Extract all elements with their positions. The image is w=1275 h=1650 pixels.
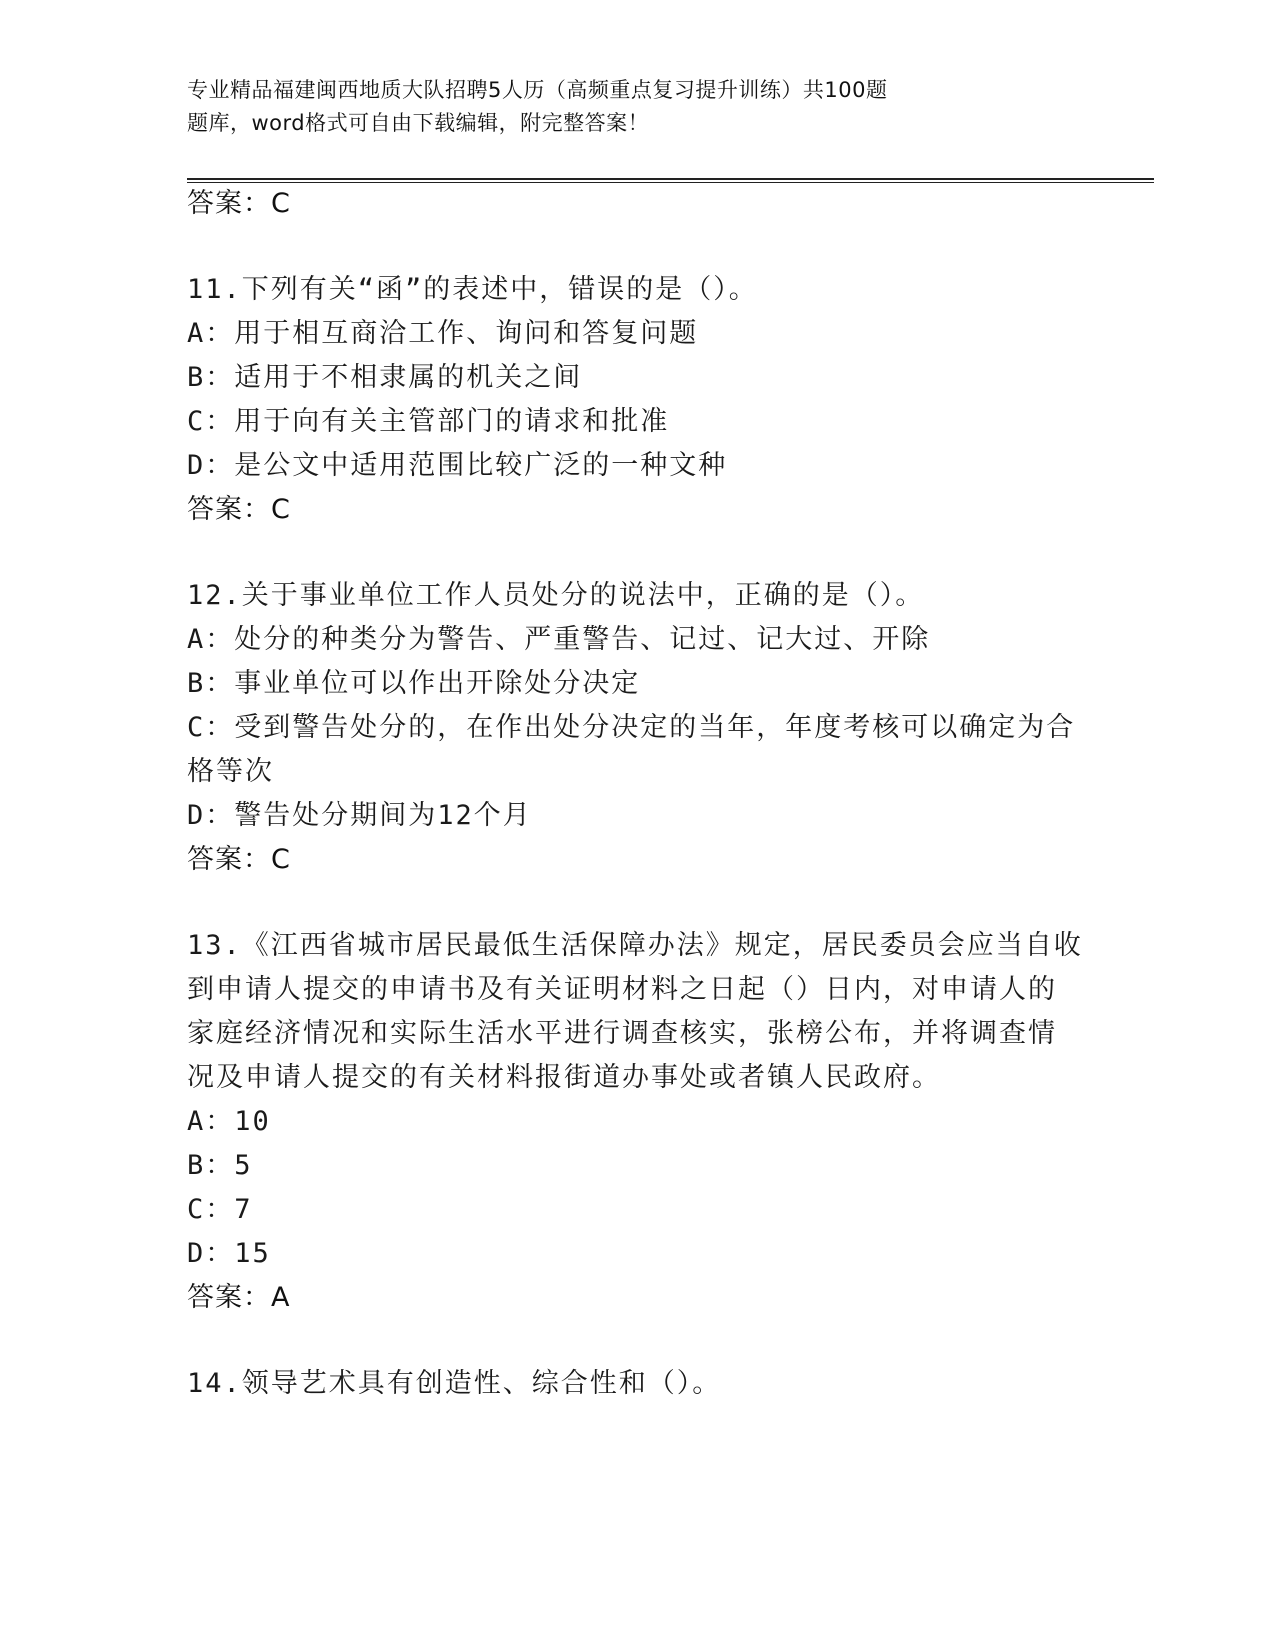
question-11-answer: 答案：C [187,494,291,525]
question-14-stem: 14.领导艺术具有创造性、综合性和（）。 [187,1368,722,1399]
header-rule-thin [187,182,1154,183]
question-11-option-b: B：适用于不相隶属的机关之间 [187,362,583,393]
header-line-2: 题库，word格式可自由下载编辑，附完整答案！ [187,111,650,135]
question-11-option-d: D：是公文中适用范围比较广泛的一种文种 [187,450,728,481]
question-12-option-a: A：处分的种类分为警告、严重警告、记过、记大过、开除 [187,624,931,655]
question-13-stem-2: 到申请人提交的申请书及有关证明材料之日起（）日内，对申请人的 [187,974,1057,1005]
question-12-option-c-cont: 格等次 [187,756,274,787]
question-12-option-c: C：受到警告处分的，在作出处分决定的当年，年度考核可以确定为合 [187,712,1076,743]
question-13-option-a: A：10 [187,1106,271,1137]
question-13-option-d: D：15 [187,1238,271,1269]
question-13-stem-1: 13.《江西省城市居民最低生活保障办法》规定，居民委员会应当自收 [187,930,1083,961]
question-11-stem: 11.下列有关“函”的表述中，错误的是（）。 [187,274,758,305]
question-11-option-a: A：用于相互商洽工作、询问和答复问题 [187,318,699,349]
header-line-1: 专业精品福建闽西地质大队招聘5人历（高频重点复习提升训练）共100题 [187,78,888,102]
question-13-option-b: B：5 [187,1150,253,1181]
question-12-option-d: D：警告处分期间为12个月 [187,800,532,831]
answer-previous: 答案：C [187,188,291,219]
question-13-option-c: C：7 [187,1194,253,1225]
question-11-option-c: C：用于向有关主管部门的请求和批准 [187,406,670,437]
question-12-option-b: B：事业单位可以作出开除处分决定 [187,668,641,699]
question-13-stem-3: 家庭经济情况和实际生活水平进行调查核实，张榜公布，并将调查情 [187,1018,1057,1049]
question-12-answer: 答案：C [187,844,291,875]
question-13-stem-4: 况及申请人提交的有关材料报街道办事处或者镇人民政府。 [187,1062,941,1093]
page-header [187,74,1017,140]
header-rule [187,178,1154,180]
question-13-answer: 答案：A [187,1282,291,1313]
question-12-stem: 12.关于事业单位工作人员处分的说法中，正确的是（）。 [187,580,925,611]
